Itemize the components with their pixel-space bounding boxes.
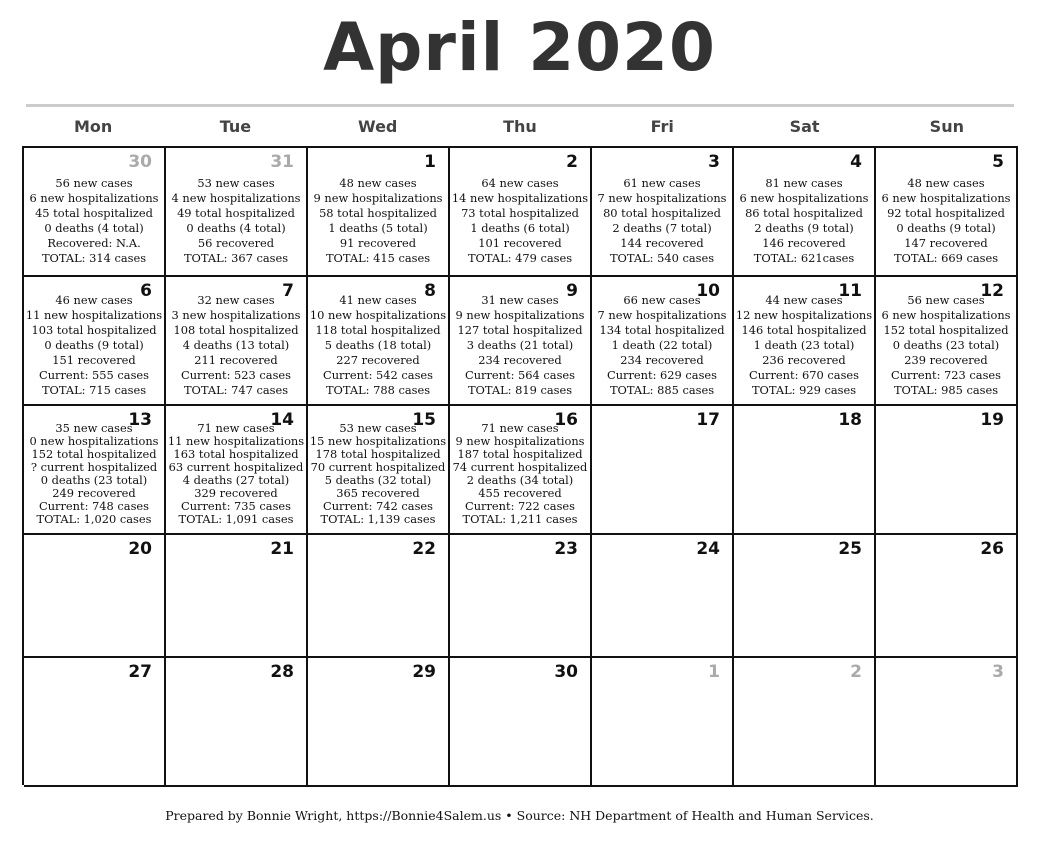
stat-line: 64 new cases bbox=[481, 176, 559, 190]
stat-line: Current: 555 cases bbox=[38, 368, 150, 382]
calendar-day-cell bbox=[876, 406, 1018, 535]
day-stats bbox=[166, 422, 306, 526]
stat-line: 9 new hospitalizations bbox=[455, 434, 585, 448]
day-number: 27 bbox=[128, 662, 152, 682]
calendar-day-cell bbox=[166, 535, 308, 658]
day-number: 4 bbox=[850, 152, 862, 172]
stat-line: 48 new cases bbox=[907, 176, 985, 190]
stat-line: TOTAL: 929 cases bbox=[751, 383, 857, 397]
calendar-day-cell bbox=[308, 535, 450, 658]
calendar-grid bbox=[22, 146, 1018, 785]
stat-line: 144 recovered bbox=[620, 236, 704, 250]
stat-line: Current: 742 cases bbox=[322, 499, 434, 513]
stat-line: 14 new hospitalizations bbox=[451, 191, 589, 205]
day-stats bbox=[24, 293, 164, 398]
day-stats bbox=[734, 293, 874, 398]
weekday-label: Tue bbox=[219, 117, 252, 136]
stat-line: 66 new cases bbox=[623, 293, 701, 307]
weekday-label: Sun bbox=[929, 117, 964, 136]
stat-line: 249 recovered bbox=[52, 486, 136, 500]
stat-line: 108 total hospitalized bbox=[173, 323, 299, 337]
stat-line: 11 new hospitalizations bbox=[167, 434, 305, 448]
calendar-day-cell bbox=[24, 406, 166, 535]
stat-line: 0 deaths (9 total) bbox=[44, 338, 144, 352]
day-number: 7 bbox=[282, 281, 294, 301]
stat-line: Current: 670 cases bbox=[748, 368, 860, 382]
stat-line: 1 death (23 total) bbox=[753, 338, 855, 352]
stat-line: 227 recovered bbox=[336, 353, 420, 367]
calendar-day-cell bbox=[166, 406, 308, 535]
stat-line: 53 new cases bbox=[339, 421, 417, 435]
stat-line: 239 recovered bbox=[904, 353, 988, 367]
stat-line: TOTAL: 1,139 cases bbox=[320, 512, 436, 526]
calendar-day-cell bbox=[450, 148, 592, 277]
day-stats bbox=[450, 422, 590, 526]
stat-line: TOTAL: 415 cases bbox=[325, 251, 431, 265]
stat-line: 92 total hospitalized bbox=[887, 206, 1005, 220]
day-number: 1 bbox=[708, 662, 720, 682]
stat-line: TOTAL: 985 cases bbox=[893, 383, 999, 397]
day-number: 18 bbox=[838, 410, 862, 430]
calendar-day-cell bbox=[450, 406, 592, 535]
stat-line: 0 deaths (4 total) bbox=[44, 221, 144, 235]
calendar-day-cell bbox=[876, 148, 1018, 277]
calendar-day-cell bbox=[308, 277, 450, 406]
day-number: 26 bbox=[980, 539, 1004, 559]
day-stats bbox=[308, 293, 448, 398]
calendar-day-cell bbox=[876, 277, 1018, 406]
weekday-label: Sat bbox=[789, 117, 820, 136]
day-number: 1 bbox=[424, 152, 436, 172]
day-number: 30 bbox=[554, 662, 578, 682]
day-number: 10 bbox=[696, 281, 720, 301]
stat-line: 0 deaths (23 total) bbox=[40, 473, 148, 487]
weekday-label: Wed bbox=[358, 117, 398, 136]
stat-line: 455 recovered bbox=[478, 486, 562, 500]
day-number: 3 bbox=[992, 662, 1004, 682]
stat-line: 1 deaths (6 total) bbox=[470, 221, 570, 235]
stat-line: 6 new hospitalizations bbox=[739, 191, 869, 205]
day-number: 8 bbox=[424, 281, 436, 301]
stat-line: TOTAL: 367 cases bbox=[183, 251, 289, 265]
stat-line: 46 new cases bbox=[55, 293, 133, 307]
title-divider bbox=[26, 104, 1014, 107]
stat-line: 4 deaths (27 total) bbox=[182, 473, 290, 487]
day-number: 2 bbox=[566, 152, 578, 172]
day-stats bbox=[876, 293, 1016, 398]
stat-line: 4 new hospitalizations bbox=[171, 191, 301, 205]
stat-line: 10 new hospitalizations bbox=[309, 308, 447, 322]
stat-line: 1 death (22 total) bbox=[611, 338, 713, 352]
stat-line: 32 new cases bbox=[197, 293, 275, 307]
stat-line: 73 total hospitalized bbox=[461, 206, 579, 220]
stat-line: 118 total hospitalized bbox=[315, 323, 441, 337]
stat-line: TOTAL: 885 cases bbox=[609, 383, 715, 397]
stat-line: 74 current hospitalized bbox=[452, 460, 588, 474]
calendar-day-cell bbox=[592, 535, 734, 658]
day-number: 5 bbox=[992, 152, 1004, 172]
stat-line: 56 new cases bbox=[55, 176, 133, 190]
stat-line: 101 recovered bbox=[478, 236, 562, 250]
footer-credit: Prepared by Bonnie Wright, https://Bonnie4Salem.us • Source: NH Department of Health and Human Services. bbox=[165, 808, 874, 823]
day-number: 15 bbox=[412, 410, 436, 430]
stat-line: 49 total hospitalized bbox=[177, 206, 295, 220]
stat-line: 56 recovered bbox=[197, 236, 275, 250]
stat-line: Current: 722 cases bbox=[464, 499, 576, 513]
stat-line: TOTAL: 1,020 cases bbox=[36, 512, 152, 526]
day-number: 13 bbox=[128, 410, 152, 430]
weekday-header bbox=[22, 116, 1018, 138]
calendar-day-cell bbox=[592, 658, 734, 787]
stat-line: 0 deaths (9 total) bbox=[896, 221, 996, 235]
stat-line: 58 total hospitalized bbox=[319, 206, 437, 220]
stat-line: 3 deaths (21 total) bbox=[466, 338, 574, 352]
stat-line: 56 new cases bbox=[907, 293, 985, 307]
stat-line: 9 new hospitalizations bbox=[313, 191, 443, 205]
day-number: 3 bbox=[708, 152, 720, 172]
stat-line: TOTAL: 1,211 cases bbox=[462, 512, 578, 526]
day-stats bbox=[876, 176, 1016, 266]
stat-line: Current: 723 cases bbox=[890, 368, 1002, 382]
stat-line: ? current hospitalized bbox=[30, 460, 158, 474]
stat-line: 45 total hospitalized bbox=[35, 206, 153, 220]
stat-line: 70 current hospitalized bbox=[310, 460, 446, 474]
stat-line: 71 new cases bbox=[197, 421, 275, 435]
stat-line: Current: 564 cases bbox=[464, 368, 576, 382]
stat-line: 146 total hospitalized bbox=[741, 323, 867, 337]
day-number: 25 bbox=[838, 539, 862, 559]
day-stats bbox=[450, 293, 590, 398]
calendar-day-cell bbox=[734, 406, 876, 535]
calendar-day-cell bbox=[308, 658, 450, 787]
calendar-day-cell bbox=[450, 277, 592, 406]
stat-line: 2 deaths (7 total) bbox=[612, 221, 712, 235]
stat-line: 236 recovered bbox=[762, 353, 846, 367]
stat-line: 0 deaths (23 total) bbox=[892, 338, 1000, 352]
stat-line: 7 new hospitalizations bbox=[597, 191, 727, 205]
day-stats bbox=[166, 176, 306, 266]
stat-line: 31 new cases bbox=[481, 293, 559, 307]
day-number: 11 bbox=[838, 281, 862, 301]
stat-line: 3 new hospitalizations bbox=[171, 308, 301, 322]
calendar-day-cell bbox=[876, 658, 1018, 787]
stat-line: 151 recovered bbox=[52, 353, 136, 367]
calendar-day-cell bbox=[308, 148, 450, 277]
stat-line: 44 new cases bbox=[765, 293, 843, 307]
day-number: 12 bbox=[980, 281, 1004, 301]
day-number: 30 bbox=[128, 152, 152, 172]
day-number: 31 bbox=[270, 152, 294, 172]
stat-line: TOTAL: 479 cases bbox=[467, 251, 573, 265]
stat-line: 81 new cases bbox=[765, 176, 843, 190]
stat-line: 365 recovered bbox=[336, 486, 420, 500]
stat-line: 127 total hospitalized bbox=[457, 323, 583, 337]
day-stats bbox=[734, 176, 874, 266]
calendar-day-cell bbox=[876, 535, 1018, 658]
calendar-day-cell bbox=[166, 658, 308, 787]
stat-line: 187 total hospitalized bbox=[457, 447, 583, 461]
stat-line: 86 total hospitalized bbox=[745, 206, 863, 220]
day-number: 22 bbox=[412, 539, 436, 559]
day-number: 23 bbox=[554, 539, 578, 559]
stat-line: 163 total hospitalized bbox=[173, 447, 299, 461]
weekday-label: Mon bbox=[73, 117, 113, 136]
calendar-day-cell bbox=[450, 658, 592, 787]
stat-line: TOTAL: 819 cases bbox=[467, 383, 573, 397]
stat-line: TOTAL: 788 cases bbox=[325, 383, 431, 397]
day-number: 16 bbox=[554, 410, 578, 430]
day-stats bbox=[308, 422, 448, 526]
stat-line: Current: 735 cases bbox=[180, 499, 292, 513]
stat-line: 91 recovered bbox=[339, 236, 417, 250]
day-number: 20 bbox=[128, 539, 152, 559]
day-number: 14 bbox=[270, 410, 294, 430]
stat-line: 0 new hospitalizations bbox=[29, 434, 159, 448]
stat-line: 35 new cases bbox=[55, 421, 133, 435]
stat-line: 178 total hospitalized bbox=[315, 447, 441, 461]
stat-line: TOTAL: 621cases bbox=[753, 251, 855, 265]
stat-line: 11 new hospitalizations bbox=[25, 308, 163, 322]
day-number: 19 bbox=[980, 410, 1004, 430]
stat-line: 6 new hospitalizations bbox=[881, 308, 1011, 322]
calendar-day-cell bbox=[592, 406, 734, 535]
stat-line: 234 recovered bbox=[620, 353, 704, 367]
stat-line: TOTAL: 314 cases bbox=[41, 251, 147, 265]
stat-line: 6 new hospitalizations bbox=[881, 191, 1011, 205]
stat-line: 1 deaths (5 total) bbox=[328, 221, 428, 235]
calendar-day-cell bbox=[24, 658, 166, 787]
day-stats bbox=[592, 293, 732, 398]
day-number: 17 bbox=[696, 410, 720, 430]
stat-line: Current: 748 cases bbox=[38, 499, 150, 513]
stat-line: Recovered: N.A. bbox=[47, 236, 141, 250]
stat-line: 5 deaths (18 total) bbox=[324, 338, 432, 352]
stat-line: TOTAL: 540 cases bbox=[609, 251, 715, 265]
stat-line: 80 total hospitalized bbox=[603, 206, 721, 220]
stat-line: 15 new hospitalizations bbox=[309, 434, 447, 448]
calendar-day-cell bbox=[734, 277, 876, 406]
stat-line: 5 deaths (32 total) bbox=[324, 473, 432, 487]
calendar-day-cell bbox=[734, 658, 876, 787]
stat-line: 63 current hospitalized bbox=[168, 460, 304, 474]
weekday-label: Fri bbox=[650, 117, 674, 136]
stat-line: TOTAL: 715 cases bbox=[41, 383, 147, 397]
stat-line: 103 total hospitalized bbox=[31, 323, 157, 337]
stat-line: Current: 542 cases bbox=[322, 368, 434, 382]
calendar-day-cell bbox=[734, 535, 876, 658]
calendar-day-cell bbox=[450, 535, 592, 658]
stat-line: TOTAL: 669 cases bbox=[893, 251, 999, 265]
stat-line: 9 new hospitalizations bbox=[455, 308, 585, 322]
stat-line: 134 total hospitalized bbox=[599, 323, 725, 337]
day-number: 2 bbox=[850, 662, 862, 682]
stat-line: 61 new cases bbox=[623, 176, 701, 190]
stat-line: 41 new cases bbox=[339, 293, 417, 307]
day-stats bbox=[450, 176, 590, 266]
weekday-label: Thu bbox=[503, 117, 537, 136]
stat-line: 152 total hospitalized bbox=[883, 323, 1009, 337]
stat-line: 12 new hospitalizations bbox=[735, 308, 873, 322]
day-stats bbox=[308, 176, 448, 266]
day-number: 29 bbox=[412, 662, 436, 682]
stat-line: 2 deaths (34 total) bbox=[466, 473, 574, 487]
stat-line: 329 recovered bbox=[194, 486, 278, 500]
stat-line: 7 new hospitalizations bbox=[597, 308, 727, 322]
calendar-day-cell bbox=[592, 148, 734, 277]
day-number: 6 bbox=[140, 281, 152, 301]
stat-line: 6 new hospitalizations bbox=[29, 191, 159, 205]
calendar-day-cell bbox=[308, 406, 450, 535]
stat-line: 71 new cases bbox=[481, 421, 559, 435]
stat-line: Current: 523 cases bbox=[180, 368, 292, 382]
calendar-day-cell bbox=[24, 148, 166, 277]
day-number: 24 bbox=[696, 539, 720, 559]
stat-line: 234 recovered bbox=[478, 353, 562, 367]
day-number: 21 bbox=[270, 539, 294, 559]
stat-line: TOTAL: 1,091 cases bbox=[178, 512, 294, 526]
day-stats bbox=[24, 422, 164, 526]
stat-line: 4 deaths (13 total) bbox=[182, 338, 290, 352]
stat-line: 146 recovered bbox=[762, 236, 846, 250]
stat-line: 2 deaths (9 total) bbox=[754, 221, 854, 235]
stat-line: Current: 629 cases bbox=[606, 368, 718, 382]
stat-line: 48 new cases bbox=[339, 176, 417, 190]
calendar-day-cell bbox=[166, 277, 308, 406]
day-number: 28 bbox=[270, 662, 294, 682]
stat-line: TOTAL: 747 cases bbox=[183, 383, 289, 397]
stat-line: 147 recovered bbox=[904, 236, 988, 250]
day-number: 9 bbox=[566, 281, 578, 301]
stat-line: 53 new cases bbox=[197, 176, 275, 190]
calendar-day-cell bbox=[592, 277, 734, 406]
stat-line: 152 total hospitalized bbox=[31, 447, 157, 461]
stat-line: 0 deaths (4 total) bbox=[186, 221, 286, 235]
stat-line: 211 recovered bbox=[194, 353, 278, 367]
day-stats bbox=[24, 176, 164, 266]
page-title: April 2020 bbox=[323, 9, 716, 86]
calendar-day-cell bbox=[166, 148, 308, 277]
day-stats bbox=[592, 176, 732, 266]
calendar-day-cell bbox=[24, 277, 166, 406]
day-stats bbox=[166, 293, 306, 398]
calendar-day-cell bbox=[24, 535, 166, 658]
calendar-day-cell bbox=[734, 148, 876, 277]
